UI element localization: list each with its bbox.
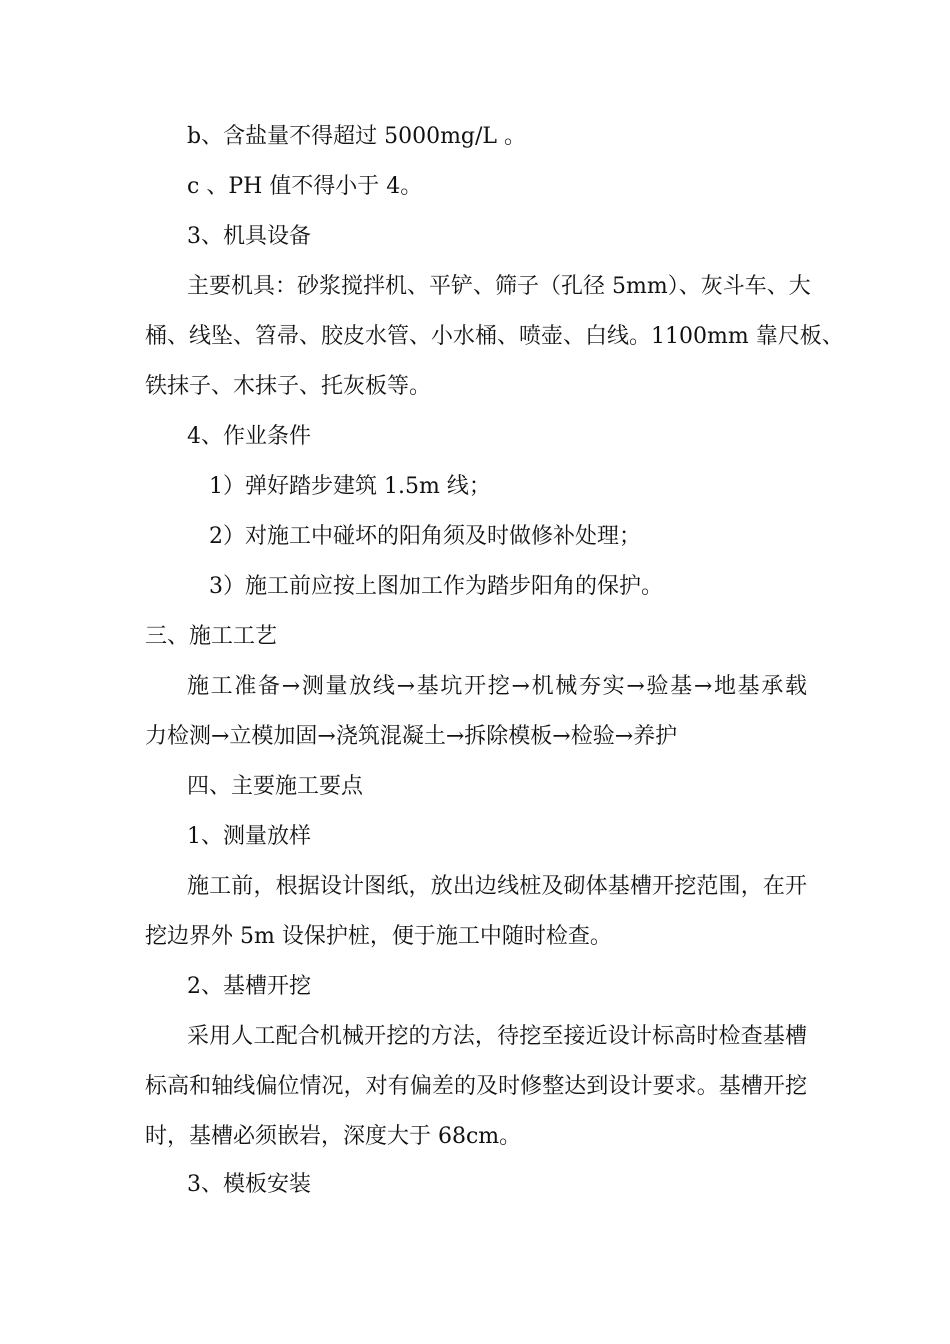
paragraph-line-equipment-3: 铁抹子、木抹子、托灰板等。 — [145, 374, 432, 399]
list-item-condition-3: 3）施工前应按上图加工作为踏步阳角的保护。 — [209, 574, 663, 599]
section-heading-trench-excavation: 2、基槽开挖 — [187, 974, 311, 999]
list-item-condition-2: 2）对施工中碰坏的阳角须及时做修补处理； — [209, 524, 641, 549]
paragraph-line-equipment-1: 主要机具：砂浆搅拌机、平铲、筛子（孔径 5mm）、灰斗车、大 — [187, 274, 811, 299]
paragraph-line-process-1: 施工准备→测量放线→基坑开挖→机械夯实→验基→地基承载 — [187, 674, 807, 699]
text-line-salt-content: b、含盐量不得超过 5000mg/L 。 — [187, 124, 527, 149]
paragraph-line-survey-2: 挖边界外 5m 设保护桩，便于施工中随时检查。 — [145, 924, 612, 949]
paragraph-line-excavation-1: 采用人工配合机械开挖的方法，待挖至接近设计标高时检查基槽 — [187, 1024, 807, 1049]
paragraph-line-excavation-3: 时，基槽必须嵌岩，深度大于 68cm。 — [145, 1124, 522, 1149]
paragraph-line-survey-1: 施工前，根据设计图纸，放出边线桩及砌体基槽开挖范围，在开 — [187, 874, 807, 899]
chapter-heading-key-points: 四、主要施工要点 — [187, 774, 364, 799]
text-line-ph-value: c 、PH 值不得小于 4。 — [187, 174, 423, 199]
chapter-heading-construction-process: 三、施工工艺 — [145, 624, 278, 649]
paragraph-line-excavation-2: 标高和轴线偏位情况，对有偏差的及时修整达到设计要求。基槽开挖 — [145, 1074, 807, 1099]
list-item-condition-1: 1）弹好踏步建筑 1.5m 线； — [209, 474, 491, 499]
section-heading-survey: 1、测量放样 — [187, 824, 311, 849]
paragraph-line-equipment-2: 桶、线坠、笤帚、胶皮水管、小水桶、喷壶、白线。1100mm 靠尺板、 — [145, 324, 844, 349]
paragraph-line-process-2: 力检测→立模加固→浇筑混凝土→拆除模板→检验→养护 — [145, 724, 678, 749]
section-heading-work-conditions: 4、作业条件 — [187, 424, 311, 449]
section-heading-formwork: 3、模板安装 — [187, 1172, 311, 1197]
section-heading-equipment: 3、机具设备 — [187, 224, 311, 249]
